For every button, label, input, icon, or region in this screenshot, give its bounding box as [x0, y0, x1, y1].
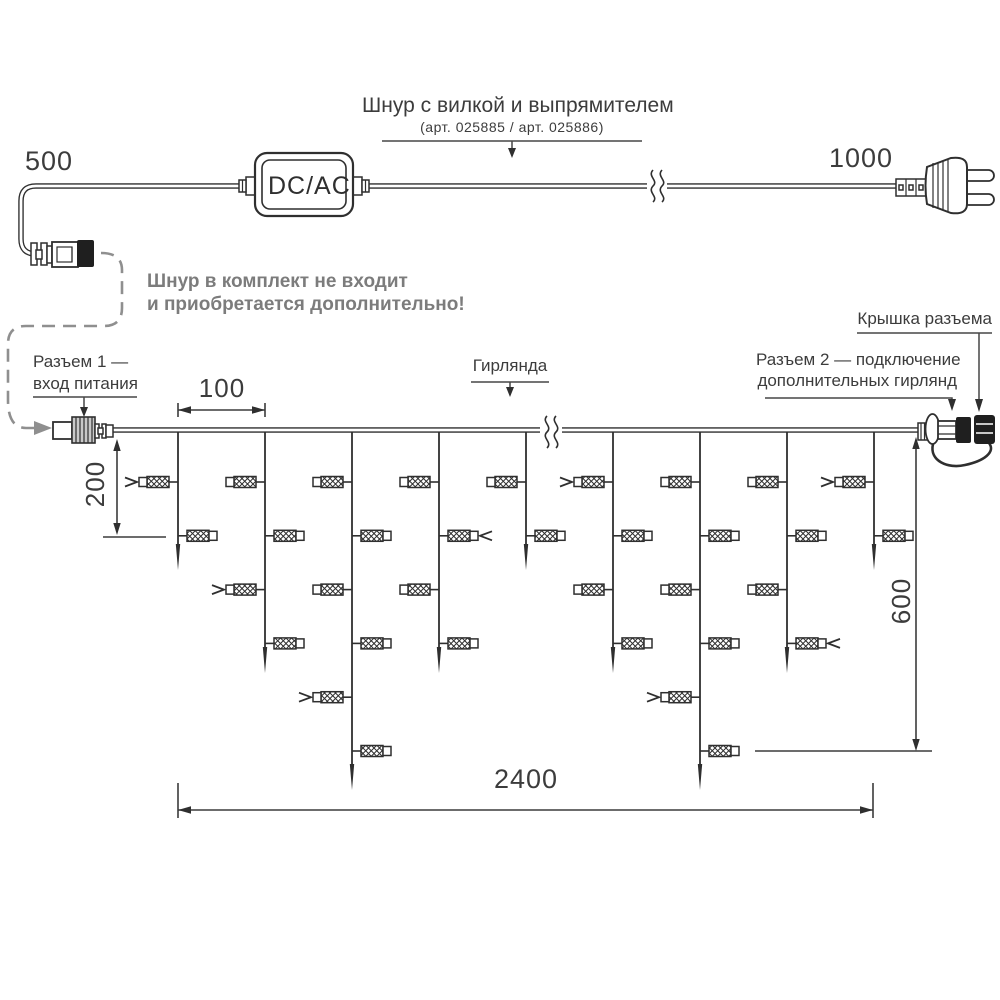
dim-2400-label: 2400 — [493, 764, 559, 794]
lamp-cap — [661, 478, 669, 487]
note-line1: Шнур в комплект не входит — [147, 271, 408, 292]
dim-1000-label: 1000 — [828, 143, 894, 173]
lamp-pointer-icon — [647, 693, 659, 702]
cap-label: Крышка разъема — [857, 309, 992, 328]
connector1-label-line2: вход питания — [33, 374, 138, 393]
dim-200-label: 200 — [79, 460, 110, 508]
lamp-cap — [661, 693, 669, 702]
plug-cable — [368, 170, 896, 202]
icicle-drop-tip — [872, 544, 876, 570]
lamp-cap — [731, 531, 739, 540]
garland-leader — [471, 382, 549, 397]
lamp-cap — [644, 531, 652, 540]
cord-title: Шнур с вилкой и выпрямителем — [362, 94, 674, 117]
lamp-pointer-icon — [560, 478, 572, 487]
icicle-drop-tip — [698, 764, 702, 790]
connector2-label-line1: Разъем 2 — подключение — [756, 350, 961, 369]
dim-100-lines — [178, 403, 265, 417]
note-line2: и приобретается дополнительно! — [147, 294, 465, 315]
icicle-drop-tip — [611, 647, 615, 673]
cord-title-leader — [382, 141, 642, 158]
lamp-cap — [296, 639, 304, 648]
lamp-cap — [209, 531, 217, 540]
lamp-cap — [731, 747, 739, 756]
connector1-label-line1: Разъем 1 — — [33, 352, 129, 371]
lamp-pointer-icon — [212, 585, 224, 594]
lamp-cap — [731, 639, 739, 648]
connector2-leader — [765, 398, 956, 411]
dim-600-label: 600 — [885, 577, 916, 625]
mains-plug-icon — [896, 158, 994, 214]
lamp-cap — [905, 531, 913, 540]
dim-100-label: 100 — [198, 373, 246, 403]
lamp-cap — [226, 478, 234, 487]
lamp-pointer-icon — [299, 693, 311, 702]
connector2-and-cap-icon — [918, 414, 995, 466]
lamp-pointer-icon — [480, 531, 492, 540]
converter-label: DC/AC — [268, 172, 351, 200]
icicle-drop-tip — [524, 544, 528, 570]
lamp-pointer-icon — [125, 478, 137, 487]
lamp-cap — [574, 478, 582, 487]
lamp-cap — [383, 639, 391, 648]
cord-subtitle: (арт. 025885 / арт. 025886) — [420, 119, 604, 135]
lamp-cap — [313, 693, 321, 702]
icicle-drop-tip — [437, 647, 441, 673]
lamp-cap — [226, 585, 234, 594]
connector1-leader — [33, 397, 137, 417]
lamp-cap — [383, 531, 391, 540]
lamp-cap — [400, 478, 408, 487]
dim-500-label: 500 — [24, 146, 74, 176]
lamp-cap — [748, 478, 756, 487]
lamp-cap — [835, 478, 843, 487]
connector2-label-line2: дополнительных гирлянд — [757, 371, 957, 390]
lamp-cap — [383, 747, 391, 756]
adapter-connector-icon — [31, 240, 94, 267]
lamp-cap — [313, 585, 321, 594]
lamp-cap — [661, 585, 669, 594]
lamp-cap — [470, 639, 478, 648]
lamp-cap — [139, 478, 147, 487]
lamp-cap — [557, 531, 565, 540]
lamp-cap — [296, 531, 304, 540]
garland-label: Гирлянда — [472, 356, 548, 375]
icicle-drop-tip — [263, 647, 267, 673]
icicle-drop-tip — [176, 544, 180, 570]
lamp-cap — [818, 531, 826, 540]
lamp-cap — [400, 585, 408, 594]
lamp-cap — [313, 478, 321, 487]
lamp-cap — [574, 585, 582, 594]
garland-wire-and-drops — [113, 416, 918, 790]
lamp-cap — [644, 639, 652, 648]
lamp-pointer-icon — [828, 639, 840, 648]
icicle-drop-tip — [785, 647, 789, 673]
icicle-drop-tip — [350, 764, 354, 790]
lamp-cap — [748, 585, 756, 594]
dashed-connection-path — [8, 253, 122, 435]
lamp-cap — [470, 531, 478, 540]
connector1-icon — [53, 417, 113, 443]
lamp-cap — [487, 478, 495, 487]
lamp-cap — [818, 639, 826, 648]
lamp-pointer-icon — [821, 478, 833, 487]
